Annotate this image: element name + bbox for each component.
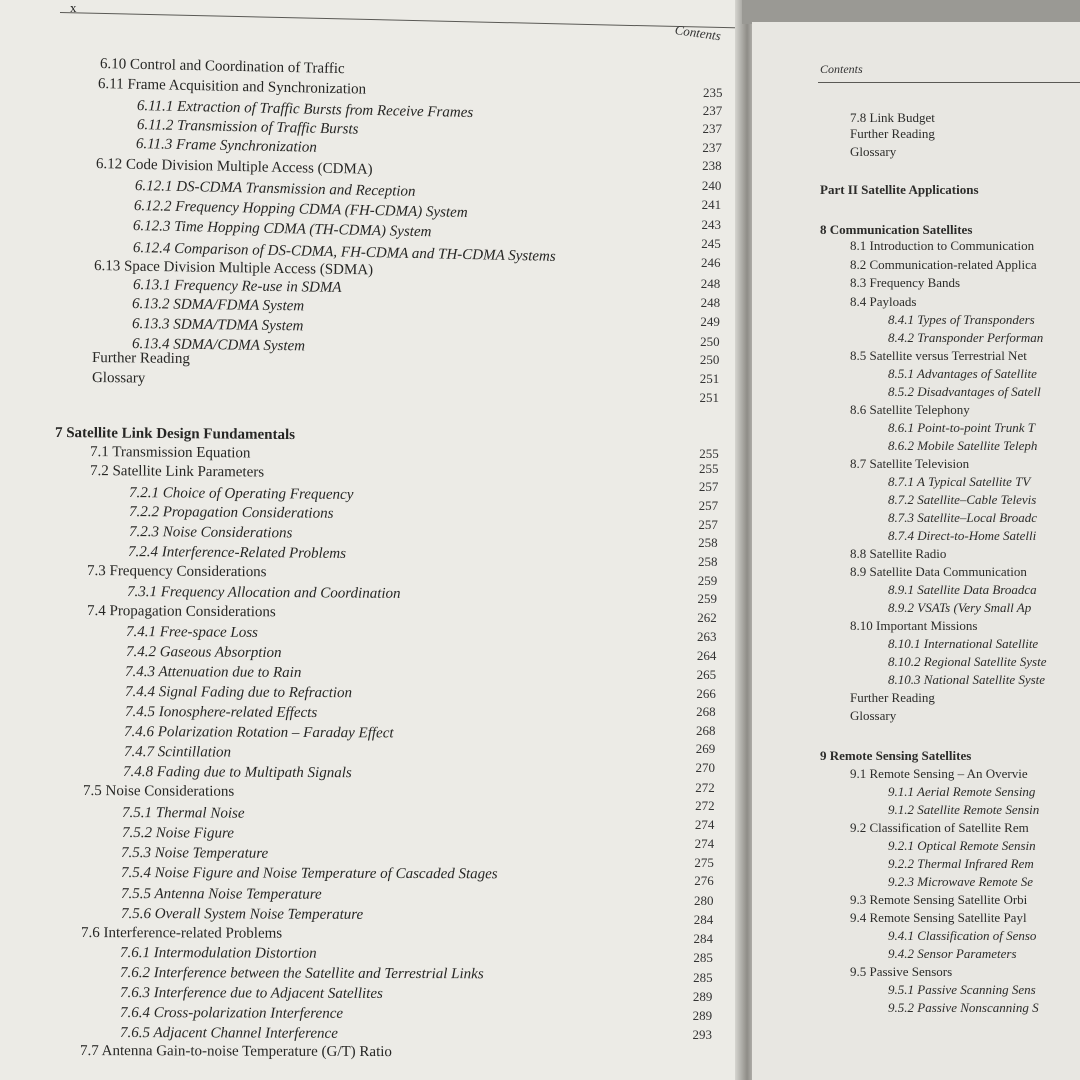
toc-section-entry: 8.3 Frequency Bands: [850, 275, 961, 290]
toc-section-entry: 6.11 Frame Acquisition and Synchronization: [97, 76, 367, 98]
toc-page-number: 293: [692, 1027, 712, 1042]
running-head-right: Contents: [820, 62, 863, 76]
toc-subsection-entry: 8.7.4 Direct-to-Home Satelli: [888, 528, 1037, 543]
toc-right: [752, 22, 1080, 1080]
toc-subsection-entry: 7.3.1 Frequency Allocation and Coordination: [126, 584, 401, 602]
toc-page-number: 248: [700, 295, 721, 310]
toc-subsection-entry: 8.7.2 Satellite–Cable Televis: [888, 492, 1037, 507]
toc-subsection-entry: 7.2.3 Noise Considerations: [128, 524, 293, 542]
toc-page-number: 246: [701, 255, 721, 270]
toc-subsection-entry: 8.7.3 Satellite–Local Broadc: [888, 510, 1037, 525]
toc-section-entry: 7.2 Satellite Link Parameters: [89, 463, 265, 481]
toc-section-entry: 7.3 Frequency Considerations: [86, 563, 267, 581]
toc-subsection-entry: 6.11.1 Extraction of Traffic Bursts from Receive Frames: [136, 98, 474, 122]
toc-page-number: 259: [697, 573, 718, 588]
toc-subsection-entry: 7.4.3 Attenuation due to Rain: [124, 664, 302, 681]
chapter-heading: 7 Satellite Link Design Fundamentals: [54, 425, 296, 444]
toc-page-number: 237: [702, 103, 723, 118]
toc-section-entry: 8.8 Satellite Radio: [850, 546, 947, 561]
toc-subsection-entry: 7.4.4 Signal Fading due to Refraction: [124, 684, 353, 702]
toc-subsection-entry: 6.12.4 Comparison of DS-CDMA, FH-CDMA and TH-CDMA Systems: [132, 240, 556, 265]
toc-subsection-entry: 8.5.1 Advantages of Satellite: [888, 366, 1037, 381]
toc-subsection-entry: 7.6.1 Intermodulation Distortion: [119, 945, 317, 962]
toc-page-number: 258: [697, 554, 718, 569]
toc-section-entry: 9.4 Remote Sensing Satellite Payl: [850, 910, 1027, 925]
toc-subsection-entry: 7.6.2 Interference between the Satellite and Terrestrial Links: [119, 965, 484, 983]
toc-subsection-entry: 6.13.4 SDMA/CDMA System: [131, 336, 306, 355]
toc-subsection-entry: 9.4.1 Classification of Senso: [888, 928, 1037, 943]
chapter-heading: 9 Remote Sensing Satellites: [820, 748, 972, 763]
toc-page-number: 275: [694, 855, 714, 870]
toc-section-entry: 8.10 Important Missions: [850, 618, 978, 633]
toc-section-entry: 8.9 Satellite Data Communication: [850, 564, 1027, 579]
toc-subsection-entry: 9.2.1 Optical Remote Sensin: [888, 838, 1036, 853]
toc-section-entry: Glossary: [850, 708, 897, 723]
toc-page-number: 258: [698, 535, 718, 550]
toc-subsection-entry: 8.10.2 Regional Satellite Syste: [888, 654, 1047, 669]
toc-section-entry: 7.4 Propagation Considerations: [86, 603, 276, 621]
toc-page-number: 237: [702, 121, 723, 136]
toc-subsection-entry: 8.10.3 National Satellite Syste: [888, 672, 1046, 687]
toc-subsection-entry: 7.4.8 Fading due to Multipath Signals: [122, 764, 352, 782]
toc-subsection-entry: 8.4.1 Types of Transponders: [888, 312, 1035, 327]
toc-section-entry: 9.2 Classification of Satellite Rem: [850, 820, 1029, 835]
toc-page-number: 257: [698, 479, 719, 494]
toc-page-number: 264: [696, 648, 717, 663]
chapter-heading: 8 Communication Satellites: [820, 222, 973, 237]
toc-page-number: 240: [701, 178, 722, 193]
toc-section-entry: 6.13 Space Division Multiple Access (SDMA): [93, 258, 374, 279]
toc-page-number: 269: [695, 741, 716, 756]
toc-page-number: 268: [695, 723, 716, 738]
toc-page-number: 249: [700, 314, 720, 329]
toc-subsection-entry: 9.2.2 Thermal Infrared Rem: [888, 856, 1034, 871]
toc-section-entry: Glossary: [850, 144, 897, 159]
toc-page-number: 251: [699, 371, 720, 386]
toc-page-number: 250: [699, 352, 720, 367]
toc-section-entry: 7.6 Interference-related Problems: [80, 925, 283, 942]
toc-section-entry: 6.12 Code Division Multiple Access (CDMA): [95, 156, 373, 178]
toc-page-number: 238: [702, 158, 722, 173]
toc-subsection-entry: 7.4.5 Ionosphere-related Effects: [124, 704, 318, 722]
toc-page-number: 257: [698, 517, 718, 532]
toc-page-number: 274: [694, 817, 715, 832]
toc-subsection-entry: 9.2.3 Microwave Remote Se: [888, 874, 1033, 889]
toc-section-entry: 9.3 Remote Sensing Satellite Orbi: [850, 892, 1028, 907]
toc-subsection-entry: 6.11.3 Frame Synchronization: [135, 136, 317, 156]
toc-page-number: 237: [702, 140, 722, 155]
toc-page-number: 276: [694, 873, 714, 888]
toc-subsection-entry: 7.4.6 Polarization Rotation – Faraday Effect: [123, 724, 394, 742]
toc-section-entry: 7.1 Transmission Equation: [89, 444, 251, 462]
toc-subsection-entry: 7.4.1 Free-space Loss: [125, 624, 258, 641]
running-head: Contents: [673, 22, 722, 44]
toc-subsection-entry: 8.6.2 Mobile Satellite Teleph: [888, 438, 1038, 453]
toc-section-entry: Further Reading: [850, 690, 935, 705]
toc-page-number: 268: [696, 704, 716, 719]
toc-subsection-entry: 6.13.1 Frequency Re-use in SDMA: [132, 277, 342, 296]
toc-page-number: 284: [693, 912, 714, 927]
toc-section-entry: 8.1 Introduction to Communication: [850, 238, 1035, 253]
chapter-heading: Part II Satellite Applications: [820, 182, 979, 197]
toc-page-number: 251: [699, 390, 719, 405]
toc-page-number: 274: [694, 836, 715, 851]
toc-section-entry: Further Reading: [91, 350, 190, 368]
toc-subsection-entry: 7.2.1 Choice of Operating Frequency: [128, 485, 354, 503]
toc-subsection-entry: 7.6.4 Cross-polarization Interference: [119, 1005, 344, 1022]
background-edge: [742, 0, 1080, 24]
toc-subsection-entry: 9.5.1 Passive Scanning Sens: [888, 982, 1036, 997]
toc-page-number: 255: [699, 461, 719, 476]
toc-page-number: 257: [698, 498, 719, 513]
toc-section-entry: 8.7 Satellite Television: [850, 456, 970, 471]
toc-section-entry: 9.5 Passive Sensors: [850, 964, 953, 979]
toc-subsection-entry: 7.5.6 Overall System Noise Temperature: [120, 906, 364, 923]
toc-page-number: 272: [695, 798, 715, 813]
toc-page-number: 272: [695, 780, 715, 795]
toc-subsection-entry: 6.13.3 SDMA/TDMA System: [131, 316, 304, 335]
toc-subsection-entry: 7.2.2 Propagation Considerations: [128, 504, 334, 522]
toc-section-entry: 8.2 Communication-related Applica: [850, 257, 1037, 272]
toc-subsection-entry: 6.11.2 Transmission of Traffic Bursts: [136, 117, 359, 138]
toc-section-entry: 7.7 Antenna Gain-to-noise Temperature (G/T) Ratio: [79, 1043, 392, 1061]
toc-section-entry: 8.4 Payloads: [850, 294, 917, 309]
toc-subsection-entry: 7.5.4 Noise Figure and Noise Temperature of Cascaded Stages: [120, 865, 498, 883]
toc-subsection-entry: 7.5.3 Noise Temperature: [120, 845, 269, 862]
toc-subsection-entry: 8.7.1 A Typical Satellite TV: [888, 474, 1031, 489]
toc-subsection-entry: 7.6.5 Adjacent Channel Interference: [119, 1025, 338, 1042]
toc-page-number: 265: [696, 667, 717, 682]
toc-section-entry: 7.8 Link Budget: [850, 110, 935, 125]
toc-subsection-entry: 9.4.2 Sensor Parameters: [888, 946, 1017, 961]
toc-page-number: 263: [697, 629, 717, 644]
toc-section-entry: 9.1 Remote Sensing – An Overvie: [850, 766, 1028, 781]
page-number-roman: x: [70, 0, 77, 15]
toc-subsection-entry: 7.4.2 Gaseous Absorption: [125, 644, 282, 662]
toc-subsection-entry: 7.4.7 Scintillation: [123, 744, 232, 761]
toc-page-number: 266: [696, 686, 716, 701]
toc-subsection-entry: 7.5.5 Antenna Noise Temperature: [120, 886, 322, 903]
toc-subsection-entry: 8.9.1 Satellite Data Broadca: [888, 582, 1037, 597]
toc-subsection-entry: 9.1.2 Satellite Remote Sensin: [888, 802, 1040, 817]
toc-page-number: 235: [703, 85, 723, 100]
toc-subsection-entry: 8.9.2 VSATs (Very Small Ap: [888, 600, 1032, 615]
toc-section-entry: 7.5 Noise Considerations: [82, 783, 235, 800]
toc-page-number: 243: [701, 217, 721, 232]
toc-page-number: 285: [693, 950, 713, 965]
toc-page-number: 255: [699, 446, 719, 461]
toc-subsection-entry: 7.5.2 Noise Figure: [121, 825, 234, 842]
toc-page-number: 248: [700, 276, 721, 291]
toc-subsection-entry: 6.12.2 Frequency Hopping CDMA (FH-CDMA) System: [133, 198, 468, 221]
toc-page-number: 289: [692, 989, 713, 1004]
toc-subsection-entry: 8.5.2 Disadvantages of Satell: [888, 384, 1041, 399]
toc-page-number: 259: [697, 591, 717, 606]
toc-subsection-entry: 6.12.1 DS-CDMA Transmission and Reception: [134, 178, 416, 200]
toc-page-number: 284: [693, 931, 714, 946]
toc-page-number: 262: [697, 610, 717, 625]
toc-section-entry: 6.10 Control and Coordination of Traffic: [99, 56, 345, 78]
toc-section-entry: 8.6 Satellite Telephony: [850, 402, 970, 417]
toc-subsection-entry: 6.12.3 Time Hopping CDMA (TH-CDMA) System: [132, 218, 432, 241]
toc-page-number: 289: [692, 1008, 713, 1023]
toc-subsection-entry: 8.10.1 International Satellite: [888, 636, 1039, 651]
toc-page-number: 280: [693, 893, 714, 908]
toc-subsection-entry: 8.6.1 Point-to-point Trunk T: [888, 420, 1035, 435]
toc-page-number: 250: [700, 334, 720, 349]
toc-section-entry: 8.5 Satellite versus Terrestrial Net: [850, 348, 1027, 363]
toc-section-entry: Glossary: [91, 370, 146, 387]
toc-subsection-entry: 6.13.2 SDMA/FDMA System: [131, 296, 305, 315]
toc-page-number: 285: [693, 970, 713, 985]
toc-subsection-entry: 9.5.2 Passive Nonscanning S: [888, 1000, 1039, 1015]
toc-page-number: 241: [701, 197, 722, 212]
toc-page-number: 245: [701, 236, 721, 251]
toc-page-number: 270: [695, 760, 716, 775]
toc-subsection-entry: 7.5.1 Thermal Noise: [121, 805, 245, 822]
toc-subsection-entry: 7.2.4 Interference-Related Problems: [127, 544, 347, 562]
toc-subsection-entry: 8.4.2 Transponder Performan: [888, 330, 1044, 345]
toc-section-entry: Further Reading: [850, 126, 935, 141]
toc-subsection-entry: 7.6.3 Interference due to Adjacent Satellites: [119, 985, 383, 1002]
right-page: [752, 22, 1080, 1080]
toc-subsection-entry: 9.1.1 Aerial Remote Sensing: [888, 784, 1036, 799]
